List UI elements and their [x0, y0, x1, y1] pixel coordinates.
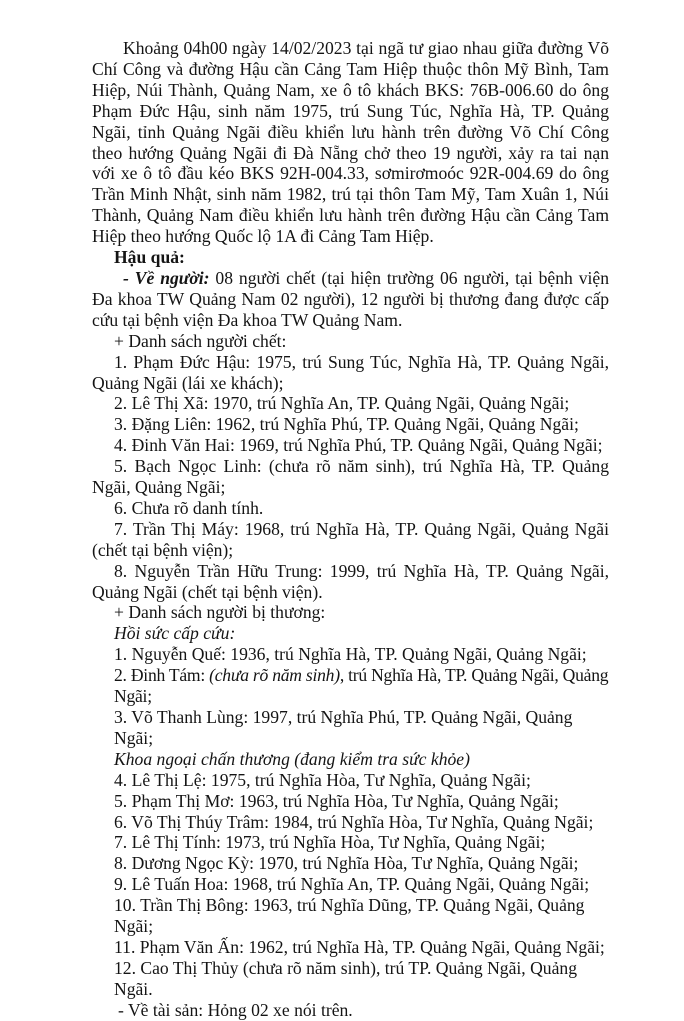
- injured-list-item: 4. Lê Thị Lệ: 1975, trú Nghĩa Hòa, Tư Nghĩa, Quảng Ngãi;: [114, 769, 531, 790]
- injured-item-text: 2. Đinh Tám:: [114, 665, 210, 686]
- trauma-heading: Khoa ngoại chấn thương (đang kiểm tra sức khỏe): [114, 748, 470, 769]
- consequences-heading: Hậu quả:: [114, 247, 185, 268]
- dead-list-item: 8. Nguyễn Trần Hữu Trung: 1999, trú Nghĩa Hà, TP. Quảng Ngãi, Quảng Ngãi (chết tại bệnh viện).: [92, 560, 609, 602]
- injured-list-item: 5. Phạm Thị Mơ: 1963, trú Nghĩa Hòa, Tư Nghĩa, Quảng Ngãi;: [114, 790, 559, 811]
- dead-list-item: 4. Đinh Văn Hai: 1969, trú Nghĩa Phú, TP. Quảng Ngãi, Quảng Ngãi;: [114, 435, 603, 456]
- people-label: - Về người:: [123, 267, 210, 288]
- people-paragraph: [92, 268, 609, 331]
- injured-list-item: 10. Trần Thị Bông: 1963, trú Nghĩa Dũng, TP. Quảng Ngãi, Quảng Ngãi;: [114, 895, 585, 937]
- document-page: [92, 38, 609, 1021]
- injured-list-item: 6. Võ Thị Thúy Trâm: 1984, trú Nghĩa Hòa, Tư Nghĩa, Quảng Ngãi;: [114, 811, 594, 832]
- dead-list-heading: + Danh sách người chết:: [114, 330, 287, 351]
- injured-item-text: , trú Nghĩa Hà, TP. Quảng Ngãi, Quảng Ngãi;: [114, 665, 609, 707]
- injured-list-item: [92, 707, 609, 749]
- injured-list-item: [92, 644, 609, 665]
- people-text: 08 người chết (tại hiện trường 06 người, tại bệnh viện Đa khoa TW Quảng Nam 02 người), 12 người bị thương đang được cấp cứu tại bệnh viện Đa khoa TW Quảng Nam.: [92, 267, 610, 330]
- injured-list-item: 11. Phạm Văn Ấn: 1962, trú Nghĩa Hà, TP. Quảng Ngãi, Quảng Ngãi;: [114, 936, 605, 957]
- injured-item-text: 3. Võ Thanh Lùng: 1997, trú Nghĩa Phú, TP. Quảng Ngãi, Quảng Ngãi;: [114, 707, 573, 748]
- injured-list-heading: + Danh sách người bị thương:: [114, 602, 326, 623]
- injured-list-item: 8. Dương Ngọc Kỳ: 1970, trú Nghĩa Hòa, Tư Nghĩa, Quảng Ngãi;: [114, 853, 579, 874]
- dead-list-item: 7. Trần Thị Máy: 1968, trú Nghĩa Hà, TP. Quảng Ngãi, Quảng Ngãi (chết tại bệnh viện);: [92, 518, 609, 560]
- icu-heading: Hồi sức cấp cứu:: [114, 623, 236, 644]
- dead-list-item: 5. Bạch Ngọc Linh: (chưa rõ năm sinh), trú Nghĩa Hà, TP. Quảng Ngãi, Quảng Ngãi;: [92, 456, 609, 498]
- dead-list-item: 1. Phạm Đức Hậu: 1975, trú Sung Túc, Nghĩa Hà, TP. Quảng Ngãi, Quảng Ngãi (lái xe khách);: [92, 351, 609, 393]
- injured-item-text: 1. Nguyễn Quế: 1936, trú Nghĩa Hà, TP. Quảng Ngãi, Quảng Ngãi;: [114, 644, 587, 665]
- injured-list-item: [92, 665, 609, 707]
- injured-item-note: (chưa rõ năm sinh): [209, 665, 340, 686]
- dead-list-item: 6. Chưa rõ danh tính.: [114, 497, 264, 518]
- intro-paragraph: Khoảng 04h00 ngày 14/02/2023 tại ngã tư giao nhau giữa đường Võ Chí Công và đường Hậu cần Cảng Tam Hiệp thuộc thôn Mỹ Bình, Tam Hiệp, Núi Thành, Quảng Nam, xe ô tô khách BKS: 76B-006.60 do ông Phạm Đức Hậu, sinh năm 1975, trú Sung Túc, Nghĩa Hà, TP. Quảng Ngãi, tỉnh Quảng Ngãi điều khiển lưu hành trên đường Võ Chí Công theo hướng Quảng Ngãi đi Đà Nẵng chở theo 19 người, xảy ra tai nạn với xe ô tô đầu kéo BKS 92H-004.33, sơmirơmoóc 92R-004.69 do ông Trần Minh Nhật, sinh năm 1982, trú tại thôn Tam Mỹ, Tam Xuân 1, Núi Thành, Quảng Nam điều khiển lưu hành trên đường Hậu cần Cảng Tam Hiệp theo hướng Quốc lộ 1A đi Cảng Tam Hiệp.: [92, 38, 609, 247]
- assets-line: - Về tài sản: Hỏng 02 xe nói trên.: [118, 999, 353, 1020]
- dead-list-item: 3. Đặng Liên: 1962, trú Nghĩa Phú, TP. Quảng Ngãi, Quảng Ngãi;: [114, 414, 579, 435]
- injured-list-item: 12. Cao Thị Thủy (chưa rõ năm sinh), trú TP. Quảng Ngãi, Quảng Ngãi.: [114, 957, 578, 999]
- dead-list-item: 2. Lê Thị Xã: 1970, trú Nghĩa An, TP. Quảng Ngãi, Quảng Ngãi;: [114, 393, 570, 414]
- injured-list-item: 7. Lê Thị Tính: 1973, trú Nghĩa Hòa, Tư Nghĩa, Quảng Ngãi;: [114, 832, 546, 853]
- injured-list-item: 9. Lê Tuấn Hoa: 1968, trú Nghĩa An, TP. Quảng Ngãi, Quảng Ngãi;: [114, 874, 590, 895]
